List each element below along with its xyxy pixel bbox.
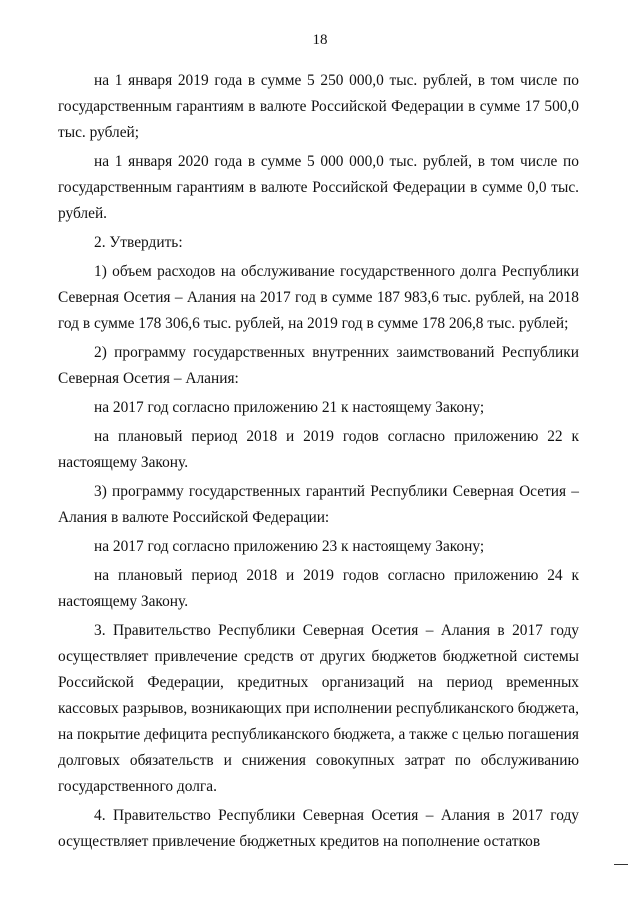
paragraph: 4. Правительство Республики Северная Осетия – Алания в 2017 году осуществляет привлечение бюджетных кредитов на пополнение остатков <box>58 807 579 850</box>
paragraph: на 2017 год согласно приложению 21 к настоящему Закону; <box>94 399 485 416</box>
paragraph: на 1 января 2019 года в сумме 5 250 000,0 тыс. рублей, в том числе по государственным гарантиям в валюте Российской Федерации в сумме 17 500,0 тыс. рублей; <box>58 72 579 141</box>
paragraph: 2. Утвердить: <box>94 234 183 251</box>
corner-mark <box>614 864 628 865</box>
paragraph: 1) объем расходов на обслуживание государственного долга Республики Северная Осетия – Алания на 2017 год в сумме 187 983,6 тыс. рублей, на 2018 год в сумме 178 306,6 тыс. рублей, на 2019 год в сумме 178 206,8 тыс. рублей; <box>58 263 579 332</box>
page-number: 18 <box>312 32 328 48</box>
paragraph: 3) программу государственных гарантий Республики Северная Осетия – Алания в валюте Российской Федерации: <box>58 483 579 526</box>
paragraph: на плановый период 2018 и 2019 годов согласно приложению 24 к настоящему Закону. <box>58 567 579 610</box>
paragraph: 3. Правительство Республики Северная Осетия – Алания в 2017 году осуществляет привлечение средств от других бюджетов бюджетной системы Российской Федерации, кредитных организаций на период временных кассовых разрывов, возникающих при исполнении республиканского бюджета, на покрытие дефицита республиканского бюджета, а также с целью погашения долговых обязательств и снижения совокупных затрат по обслуживанию государственного долга. <box>58 622 579 795</box>
paragraph: 2) программу государственных внутренних заимствований Республики Северная Осетия – Алания: <box>58 344 579 387</box>
paragraph: на 1 января 2020 года в сумме 5 000 000,0 тыс. рублей, в том числе по государственным гарантиям в валюте Российской Федерации в сумме 0,0 тыс. рублей. <box>58 153 579 222</box>
document-body <box>58 68 579 855</box>
paragraph: на плановый период 2018 и 2019 годов согласно приложению 22 к настоящему Закону. <box>58 428 579 471</box>
paragraph: на 2017 год согласно приложению 23 к настоящему Закону; <box>94 538 485 555</box>
